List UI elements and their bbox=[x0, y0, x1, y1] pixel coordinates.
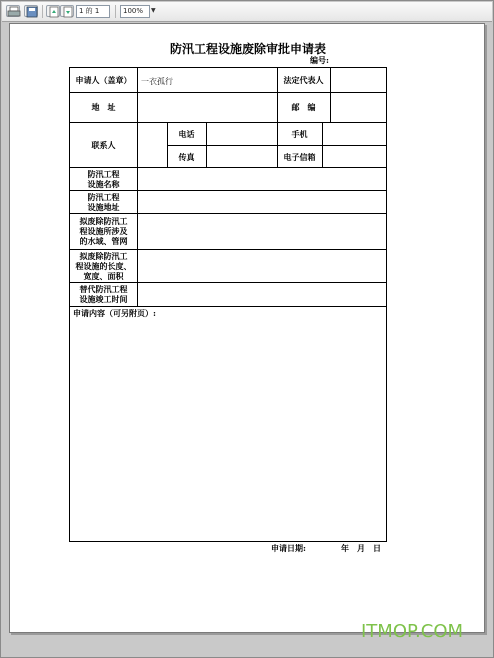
toolbar-separator bbox=[42, 5, 43, 18]
save-icon[interactable] bbox=[24, 5, 38, 17]
column-divider bbox=[206, 122, 207, 167]
replacement-completion-label: 替代防汛工程 设施竣工时间 bbox=[79, 284, 128, 304]
previous-page-icon[interactable] bbox=[46, 5, 60, 17]
applicant-label: 申请人（盖章） bbox=[75, 75, 132, 85]
row-divider bbox=[70, 92, 386, 93]
page-indicator[interactable]: 1 的 1 bbox=[76, 5, 110, 18]
date-units: 年 月 日 bbox=[341, 543, 381, 553]
zoom-dropdown-icon[interactable]: ▼ bbox=[151, 7, 156, 14]
row-divider bbox=[70, 122, 386, 123]
mobile-label: 手机 bbox=[291, 129, 308, 139]
column-divider bbox=[322, 122, 323, 167]
column-divider bbox=[330, 68, 331, 122]
postcode-label: 邮 编 bbox=[291, 102, 316, 112]
facility-address-label: 防汛工程 设施地址 bbox=[87, 192, 120, 212]
address-label: 地 址 bbox=[91, 102, 116, 112]
water-area-label: 拟废除防汛工 程设施所涉及 的水域、管网 bbox=[79, 216, 128, 246]
print-icon[interactable] bbox=[6, 5, 20, 17]
zoom-field[interactable]: 100% bbox=[120, 5, 150, 18]
length-width-area-label: 拟废除防汛工 程设施的长度、 宽度、面积 bbox=[75, 251, 132, 281]
row-divider bbox=[70, 306, 386, 307]
row-divider bbox=[70, 213, 386, 214]
site-watermark: ITMOP.COM bbox=[361, 621, 464, 642]
legal-rep-label: 法定代表人 bbox=[283, 75, 324, 85]
pdf-toolbar bbox=[2, 2, 492, 22]
email-label: 电子信箱 bbox=[283, 152, 316, 162]
row-divider bbox=[70, 190, 386, 191]
toolbar-separator bbox=[115, 5, 116, 18]
facility-name-label: 防汛工程 设施名称 bbox=[87, 169, 120, 189]
row-divider bbox=[70, 282, 386, 283]
row-divider bbox=[70, 249, 386, 250]
form-title: 防汛工程设施废除审批申请表 bbox=[169, 42, 326, 56]
row-divider bbox=[70, 167, 386, 168]
application-content-label: 申请内容（可另附页）: bbox=[73, 308, 156, 318]
applicant-value[interactable]: 一衣孤行 bbox=[141, 77, 173, 86]
phone-label: 电话 bbox=[178, 129, 195, 139]
number-label: 编号: bbox=[310, 55, 329, 65]
application-date-label: 申请日期: bbox=[271, 543, 306, 553]
contact-label: 联系人 bbox=[91, 140, 116, 150]
application-form-table bbox=[69, 67, 387, 542]
fax-label: 传真 bbox=[178, 152, 195, 162]
document-page bbox=[9, 23, 485, 633]
next-page-icon[interactable] bbox=[60, 5, 74, 17]
column-divider bbox=[137, 68, 138, 306]
